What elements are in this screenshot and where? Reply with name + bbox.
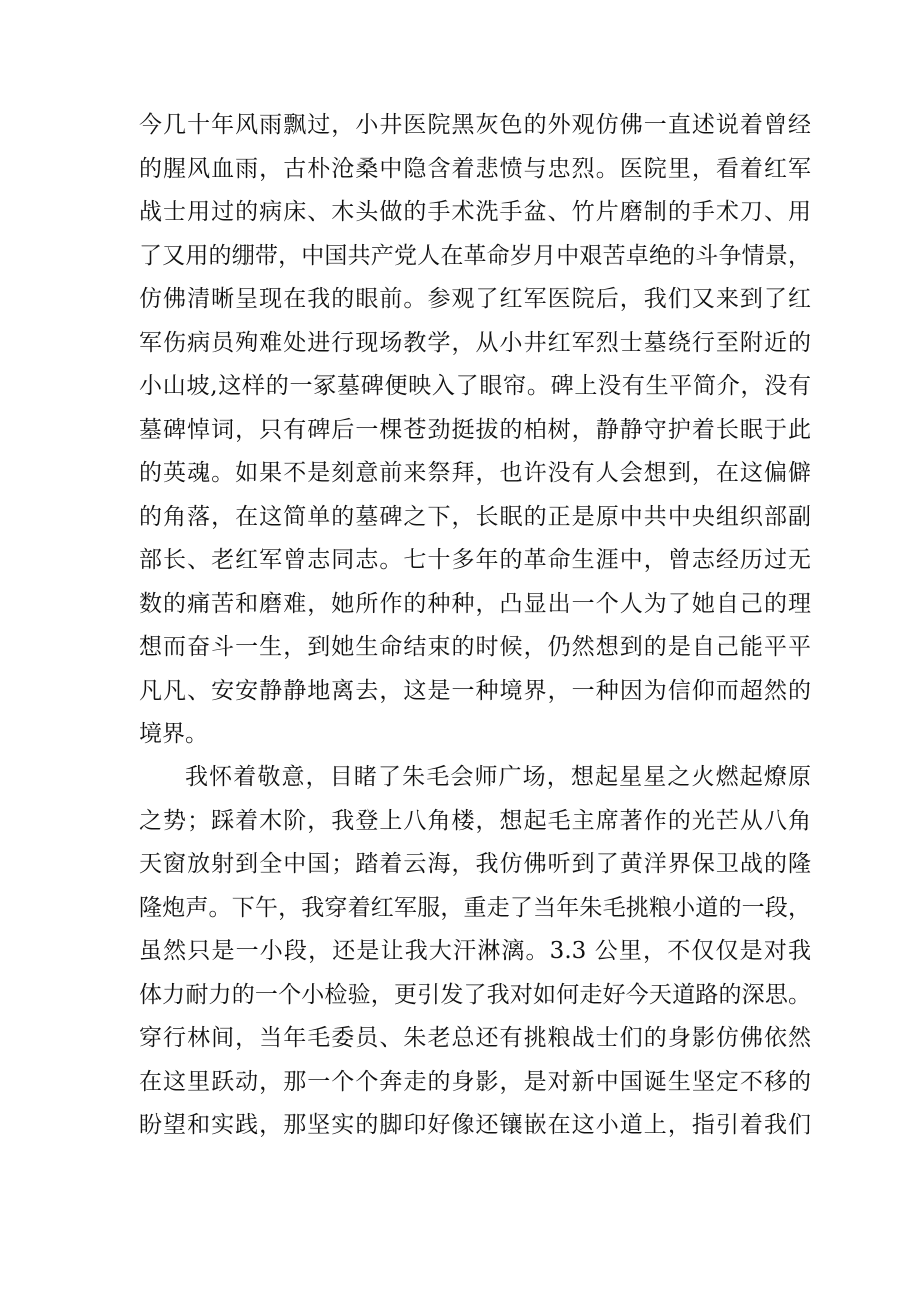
paragraph-2-line-1: 我怀着敬意，目睹了朱毛会师广场，想起星星之火燃起燎原	[185, 764, 811, 790]
paragraph-1-line-1: 今几十年风雨飘过，小井医院黑灰色的外观仿佛一直述说着曾经	[139, 112, 811, 138]
paragraph-2	[139, 756, 811, 1148]
paragraph-1-line-13: 想而奋斗一生，到她生命结束的时候，仍然想到的是自己能平平	[139, 634, 811, 660]
paragraph-1-line-15: 境界。	[139, 721, 208, 747]
paragraph-1	[139, 104, 811, 757]
paragraph-2-line-5: 虽然只是一小段，还是让我大汗淋漓。3.3 公里，不仅仅是对我	[139, 938, 811, 964]
paragraph-1-line-11: 部长、老红军曾志同志。七十多年的革命生涯中，曾志经历过无	[139, 547, 811, 573]
paragraph-2-line-6: 体力耐力的一个小检验，更引发了我对如何走好今天道路的深思。	[139, 981, 811, 1008]
paragraph-1-line-14: 凡凡、安安静静地离去，这是一种境界，一种因为信仰而超然的	[139, 677, 811, 704]
paragraph-1-line-4: 了又用的绷带，中国共产党人在革命岁月中艰苦卓绝的斗争情景，	[139, 242, 811, 269]
paragraph-1-line-5: 仿佛清晰呈现在我的眼前。参观了红军医院后，我们又来到了红	[139, 286, 811, 312]
paragraph-1-line-3: 战士用过的病床、木头做的手术洗手盆、竹片磨制的手术刀、用	[139, 199, 811, 225]
paragraph-2-line-4: 隆炮声。下午，我穿着红军服，重走了当年朱毛挑粮小道的一段，	[139, 894, 811, 921]
paragraph-1-line-10: 的角落，在这简单的墓碑之下，长眠的正是原中共中央组织部副	[139, 503, 811, 530]
paragraph-2-line-7: 穿行林间，当年毛委员、朱老总还有挑粮战士们的身影仿佛依然	[139, 1025, 811, 1051]
paragraph-2-line-3: 天窗放射到全中国；踏着云海，我仿佛听到了黄洋界保卫战的隆	[139, 851, 811, 877]
paragraph-2-line-9: 盼望和实践，那坚实的脚印好像还镶嵌在这小道上，指引着我们	[139, 1112, 811, 1138]
paragraph-1-line-9: 的英魂。如果不是刻意前来祭拜，也许没有人会想到，在这偏僻	[139, 460, 811, 486]
paragraph-2-line-8: 在这里跃动，那一个个奔走的身影，是对新中国诞生坚定不移的	[139, 1068, 811, 1095]
paragraph-1-line-6: 军伤病员殉难处进行现场教学，从小井红军烈士墓绕行至附近的	[139, 329, 811, 356]
paragraph-2-line-2: 之势；踩着木阶，我登上八角楼，想起毛主席著作的光芒从八角	[139, 807, 811, 834]
paragraph-1-line-8: 墓碑悼词，只有碑后一棵苍劲挺拔的柏树，静静守护着长眠于此	[139, 416, 811, 443]
paragraph-1-line-12: 数的痛苦和磨难，她所作的种种，凸显出一个人为了她自己的理	[139, 590, 811, 617]
paragraph-1-line-7: 小山坡,这样的一冢墓碑便映入了眼帘。碑上没有生平简介，没有	[139, 373, 811, 399]
paragraph-1-line-2: 的腥风血雨，古朴沧桑中隐含着悲愤与忠烈。医院里，看着红军	[139, 155, 811, 182]
